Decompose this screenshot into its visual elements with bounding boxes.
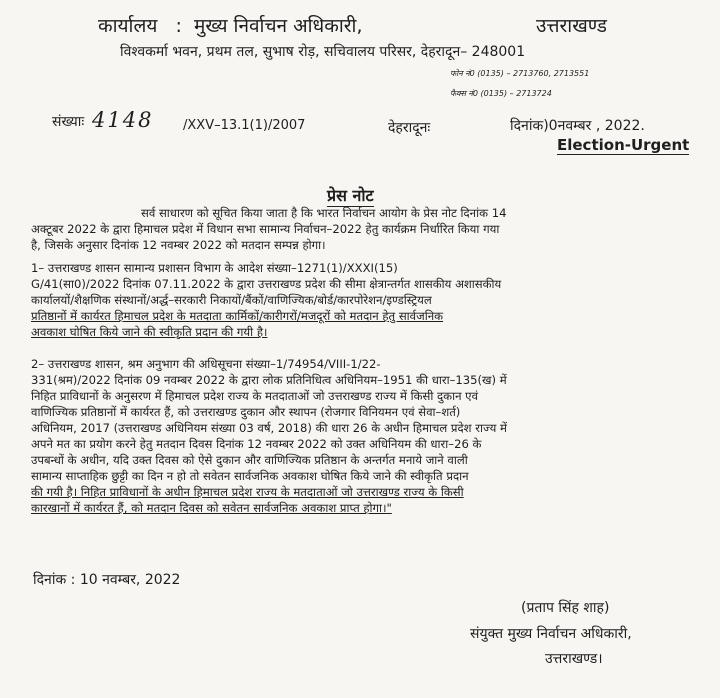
signatory-state: उत्तराखण्ड। — [545, 651, 603, 667]
point-1-line: प्रतिष्ठानों में कार्यरत हिमाचल प्रदेश के मतदाता कार्मिकों/कारीगरों/मजदूरों को मतदान हेतु सार्वजनिक — [31, 309, 444, 323]
point-2-paragraph — [31, 356, 691, 516]
reference-city: देहरादूनः — [388, 120, 431, 136]
office-separator: : — [175, 15, 182, 37]
point-1-line: अवकाश घोषित किये जाने की स्वीकृति प्रदान की गयी है। — [31, 325, 268, 339]
office-fax: फैक्स नं0 (0135) – 2713724 — [450, 89, 552, 98]
point-1-line: कार्यालयों/शैक्षणिक संस्थानों/अर्द्ध–सरकारी निकायों/बैंकों/वाणिज्यिक/बोर्ड/कारपोरेशन/इण्डस्ट्रियल — [31, 293, 432, 307]
priority-label: Election-Urgent — [557, 136, 690, 154]
office-state: उत्तराखण्ड — [536, 15, 607, 37]
reference-number-handwritten: 4148 — [92, 108, 154, 132]
intro-line: है, जिसके अनुसार दिनांक 12 नवम्बर 2022 को मतदान सम्पन्न होगा। — [31, 238, 326, 252]
intro-line: अक्टूबर 2022 के द्वारा हिमाचल प्रदेश में विधान सभा सामान्य निर्वाचन–2022 हेतु कार्यक्रम निर्धारित किया गया — [31, 222, 500, 236]
point-1-line: G/41(सा0)/2022 दिनांक 07.11.2022 के द्वारा उत्तराखण्ड प्रदेश की सीमा क्षेत्रान्तर्गत शासकीय अशासकीय — [31, 277, 502, 291]
intro-line: सर्व साधारण को सूचित किया जाता है कि भारत निर्वाचन आयोग के प्रेस नोट दिनांक 14 — [141, 206, 507, 220]
point-1-paragraph — [31, 260, 691, 340]
point-2-line: निहित प्राविधानों के अनुसरण में हिमाचल प्रदेश राज्य के मतदाताओं जो उत्तराखण्ड राज्य में किसी दुकान एवं — [31, 389, 479, 403]
point-2-line: अधिनियम, 2017 (उत्तराखण्ड अधिनियम संख्या 03 वर्ष, 2018) की धारा 26 के अधीन हिमाचल प्रदेश राज्य में — [31, 421, 507, 435]
office-phone: फोन नं0 (0135) – 2713760, 2713551 — [450, 69, 590, 78]
reference-date: दिनांक)0नवम्बर , 2022. — [510, 118, 645, 134]
office-heading — [98, 12, 607, 38]
point-2-line: कारखानों में कार्यरत हैं, को मतदान दिवस को सवेतन सार्वजनिक अवकाश प्राप्त होगा।" — [31, 501, 392, 515]
point-2-line: 331(श्रम)/2022 दिनांक 09 नवम्बर 2022 के द्वारा लोक प्रतिनिधित्व अधिनियम–1951 की धारा–135(ख) में — [31, 373, 507, 387]
point-1-line: 1– उत्तराखण्ड शासन सामान्य प्रशासन विभाग के आदेश संख्या–1271(1)/XXXI(15) — [31, 261, 398, 275]
office-address: विश्वकर्मा भवन, प्रथम तल, सुभाष रोड़, सचिवालय परिसर, देहरादून– 248001 — [120, 44, 526, 60]
reference-file-number: /XXV–13.1(1)/2007 — [183, 118, 306, 133]
point-2-line: वाणिज्यिक प्रतिष्ठानों में कार्यरत हैं, को उत्तराखण्ड दुकान और स्थापन (रोजगार विनियमन एवं सेवा–शर्त) — [31, 405, 461, 419]
point-2-line: अपने मत का प्रयोग करने हेतु मतदान दिवस दिनांक 12 नवम्बर 2022 को उक्त अधिनियम की धारा–26 के — [31, 437, 482, 451]
signatory-designation: संयुक्त मुख्य निर्वाचन अधिकारी, — [470, 626, 632, 642]
point-2-line: सामान्य साप्ताहिक छुट्टी का दिन न हो तो सवेतन सार्वजनिक अवकाश घोषित किये जाने की स्वीकृति प्रदान — [31, 469, 469, 483]
point-2-line: उपबन्धों के अधीन, यदि उक्त दिवस को ऐसे दुकान और वाणिज्यिक प्रतिष्ठान के अन्तर्गत मनाये जाने वाली — [31, 453, 468, 467]
intro-paragraph — [31, 205, 691, 253]
reference-number-label: संख्याः — [52, 114, 85, 130]
document-title: प्रेस नोट — [327, 186, 374, 205]
officer-title: मुख्य निर्वाचन अधिकारी, — [193, 15, 363, 37]
point-2-line: की गयी है। निहित प्राविधानों के अधीन हिमाचल प्रदेश राज्य के मतदाताओं जो उत्तराखण्ड राज्य के किसी — [31, 485, 464, 499]
office-label: कार्यालय — [98, 15, 158, 37]
point-2-line: 2– उत्तराखण्ड शासन, श्रम अनुभाग की अधिसूचना संख्या–1/74954/VIII-1/22- — [31, 357, 381, 371]
footer-date: दिनांक : 10 नवम्बर, 2022 — [33, 572, 181, 588]
signatory-name: (प्रताप सिंह शाह) — [521, 600, 610, 616]
